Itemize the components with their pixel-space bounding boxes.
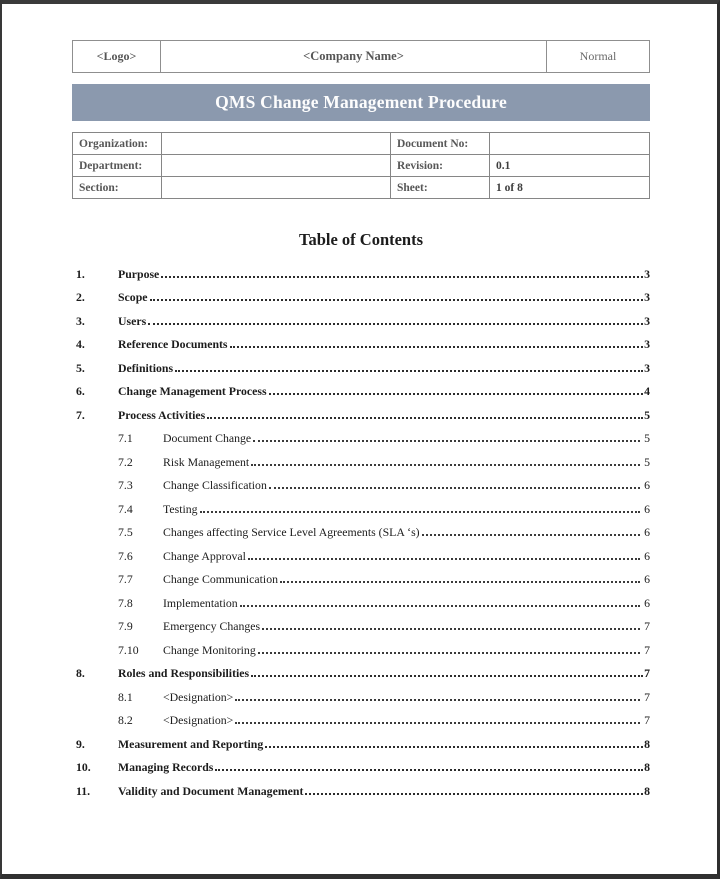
toc-entry-label: Managing Records: [118, 760, 214, 774]
toc-entry-page: 6: [644, 572, 650, 586]
toc-entry[interactable]: [72, 586, 650, 610]
info-value: [490, 133, 649, 154]
toc-title: Table of Contents: [298, 230, 424, 249]
toc-entry-number: 5.: [76, 360, 85, 375]
info-table-row: [73, 133, 649, 155]
toc-entry-label: Implementation: [163, 595, 238, 610]
toc-entry-label: Changes affecting Service Level Agreements (SLA ‘s): [163, 525, 420, 539]
toc-entry[interactable]: [72, 680, 650, 704]
toc-leader-dots: [207, 417, 643, 419]
toc-entry-page: 5: [644, 407, 650, 422]
toc-entry-number: 7.1: [118, 431, 133, 445]
toc-entry-page: 7: [644, 642, 650, 657]
logo-cell: [73, 41, 161, 72]
info-value: 0.1: [496, 159, 511, 172]
toc-entry-label: Risk Management: [163, 454, 250, 469]
info-label: Section:: [73, 177, 162, 198]
toc-entry-number: 1.: [76, 266, 85, 281]
document-info-table: [72, 132, 650, 199]
toc-leader-dots: [280, 581, 640, 583]
toc-leader-dots: [305, 793, 643, 795]
document-title: QMS Change Management Procedure: [215, 92, 507, 112]
toc-entry[interactable]: [72, 492, 650, 516]
toc-entry-number: 3.: [76, 313, 85, 328]
toc-leader-dots: [235, 722, 640, 724]
info-label: Organization:: [73, 133, 162, 154]
toc-entry[interactable]: [72, 704, 650, 728]
toc-entry[interactable]: [72, 774, 650, 798]
toc-entry-number: 6.: [76, 384, 85, 398]
toc-entry-label: Process Activities: [118, 407, 206, 422]
toc-entry[interactable]: [72, 610, 650, 634]
toc-entry-page: 8: [644, 760, 650, 774]
toc-leader-dots: [150, 299, 644, 301]
toc-entry[interactable]: [72, 328, 650, 352]
toc-entry-page: 6: [644, 501, 650, 516]
toc-leader-dots: [148, 323, 643, 325]
toc-leader-dots: [269, 393, 644, 395]
style-label: Normal: [579, 49, 617, 63]
toc-leader-dots: [215, 769, 643, 771]
info-table-row: [73, 177, 649, 198]
toc-entry-page: 7: [644, 619, 650, 633]
toc-entry-number: 7.5: [118, 525, 133, 539]
toc-list: [72, 257, 650, 798]
toc-entry-number: 8.2: [118, 713, 133, 727]
toc-entry-page: 6: [644, 478, 650, 492]
toc-entry[interactable]: [72, 422, 650, 446]
document-header-table: [72, 40, 650, 73]
toc-entry-page: 5: [644, 431, 650, 445]
toc-entry-number: 7.9: [118, 619, 133, 633]
toc-leader-dots: [248, 558, 640, 560]
toc-entry-page: 7: [644, 689, 650, 704]
toc-entry-number: 7.6: [118, 548, 133, 563]
toc-entry-number: 8.: [76, 666, 85, 680]
toc-entry[interactable]: [72, 351, 650, 375]
info-value: [162, 177, 391, 198]
toc-entry[interactable]: [72, 727, 650, 751]
toc-entry-label: <Designation>: [163, 713, 234, 727]
toc-entry-page: 8: [644, 736, 650, 751]
toc-entry-number: 4.: [76, 337, 85, 351]
toc-entry-page: 3: [644, 266, 650, 281]
toc-entry-label: Reference Documents: [118, 337, 228, 351]
toc-leader-dots: [161, 276, 643, 278]
toc-entry-label: Change Management Process: [118, 384, 267, 398]
toc-entry-page: 3: [644, 337, 650, 351]
toc-entry-page: 3: [644, 290, 650, 304]
toc-entry-number: 7.10: [118, 642, 139, 657]
toc-leader-dots: [230, 346, 644, 348]
toc-entry[interactable]: [72, 633, 650, 657]
document-title-banner: [72, 84, 650, 121]
toc-leader-dots: [269, 487, 640, 489]
toc-entry-label: Purpose: [118, 266, 160, 281]
toc-entry[interactable]: [72, 281, 650, 305]
info-table-row: [73, 155, 649, 177]
toc-entry[interactable]: [72, 539, 650, 563]
toc-entry-label: Roles and Responsibilities: [118, 666, 250, 680]
toc-entry-label: Definitions: [118, 360, 174, 375]
toc-entry-label: Measurement and Reporting: [118, 736, 264, 751]
toc-entry-number: 7.2: [118, 454, 133, 469]
toc-leader-dots: [251, 675, 643, 677]
toc-leader-dots: [175, 370, 643, 372]
toc-entry-label: Document Change: [163, 431, 252, 445]
toc-entry-label: Change Monitoring: [163, 642, 256, 657]
toc-entry-page: 6: [644, 595, 650, 610]
page-content: [72, 40, 650, 798]
toc-leader-dots: [258, 652, 640, 654]
toc-entry-number: 7.4: [118, 501, 133, 516]
toc-leader-dots: [262, 628, 640, 630]
style-label-cell: [547, 41, 649, 72]
toc-entry-label: Change Approval: [163, 548, 246, 563]
toc-entry-label: <Designation>: [163, 689, 234, 704]
info-label: Document No:: [391, 133, 490, 154]
toc-leader-dots: [235, 699, 640, 701]
info-label: Sheet:: [391, 177, 490, 198]
toc-entry-number: 2.: [76, 290, 85, 304]
info-label: Revision:: [391, 155, 490, 176]
toc-entry[interactable]: [72, 563, 650, 587]
toc-entry-page: 3: [644, 313, 650, 328]
toc-entry-label: Testing: [163, 501, 198, 516]
toc-entry-label: Emergency Changes: [163, 619, 261, 633]
toc-entry-page: 6: [644, 548, 650, 563]
toc-entry[interactable]: [72, 469, 650, 493]
toc-entry-number: 9.: [76, 736, 85, 751]
toc-entry[interactable]: [72, 304, 650, 328]
toc-entry-number: 7.3: [118, 478, 133, 492]
toc-entry-number: 7.: [76, 407, 85, 422]
toc-entry[interactable]: [72, 375, 650, 399]
logo-placeholder: <Logo>: [96, 49, 137, 63]
toc-entry-page: 7: [644, 666, 650, 680]
toc-entry-label: Validity and Document Management: [118, 783, 304, 798]
toc-entry-page: 8: [644, 783, 650, 798]
toc-entry[interactable]: [72, 445, 650, 469]
toc-entry-page: 4: [644, 384, 650, 398]
toc-entry-number: 7.7: [118, 572, 133, 586]
info-label: Department:: [73, 155, 162, 176]
toc-entry[interactable]: [72, 516, 650, 540]
toc-entry[interactable]: [72, 751, 650, 775]
toc-leader-dots: [253, 440, 640, 442]
toc-entry-label: Change Communication: [163, 572, 279, 586]
toc-entry-number: 7.8: [118, 595, 133, 610]
toc-entry[interactable]: [72, 257, 650, 281]
toc-entry-number: 8.1: [118, 689, 133, 704]
toc-entry-page: 6: [644, 525, 650, 539]
toc-entry[interactable]: [72, 398, 650, 422]
toc-leader-dots: [200, 511, 641, 513]
company-name-cell: [161, 41, 547, 72]
toc-leader-dots: [422, 534, 640, 536]
info-value: [162, 155, 391, 176]
toc-entry-label: Users: [118, 313, 147, 328]
toc-entry-page: 7: [644, 713, 650, 727]
toc-leader-dots: [251, 464, 640, 466]
company-name-placeholder: <Company Name>: [303, 49, 404, 63]
toc-entry-page: 3: [644, 360, 650, 375]
toc-entry-label: Scope: [118, 290, 148, 304]
toc-entry-label: Change Classification: [163, 478, 267, 492]
toc-entry-number: 11.: [76, 783, 91, 798]
info-value: [162, 133, 391, 154]
toc-leader-dots: [240, 605, 640, 607]
toc-entry-page: 5: [644, 454, 650, 469]
toc-leader-dots: [265, 746, 643, 748]
info-value: 1 of 8: [496, 181, 523, 194]
toc-entry-number: 10.: [76, 760, 91, 774]
toc-entry[interactable]: [72, 657, 650, 681]
